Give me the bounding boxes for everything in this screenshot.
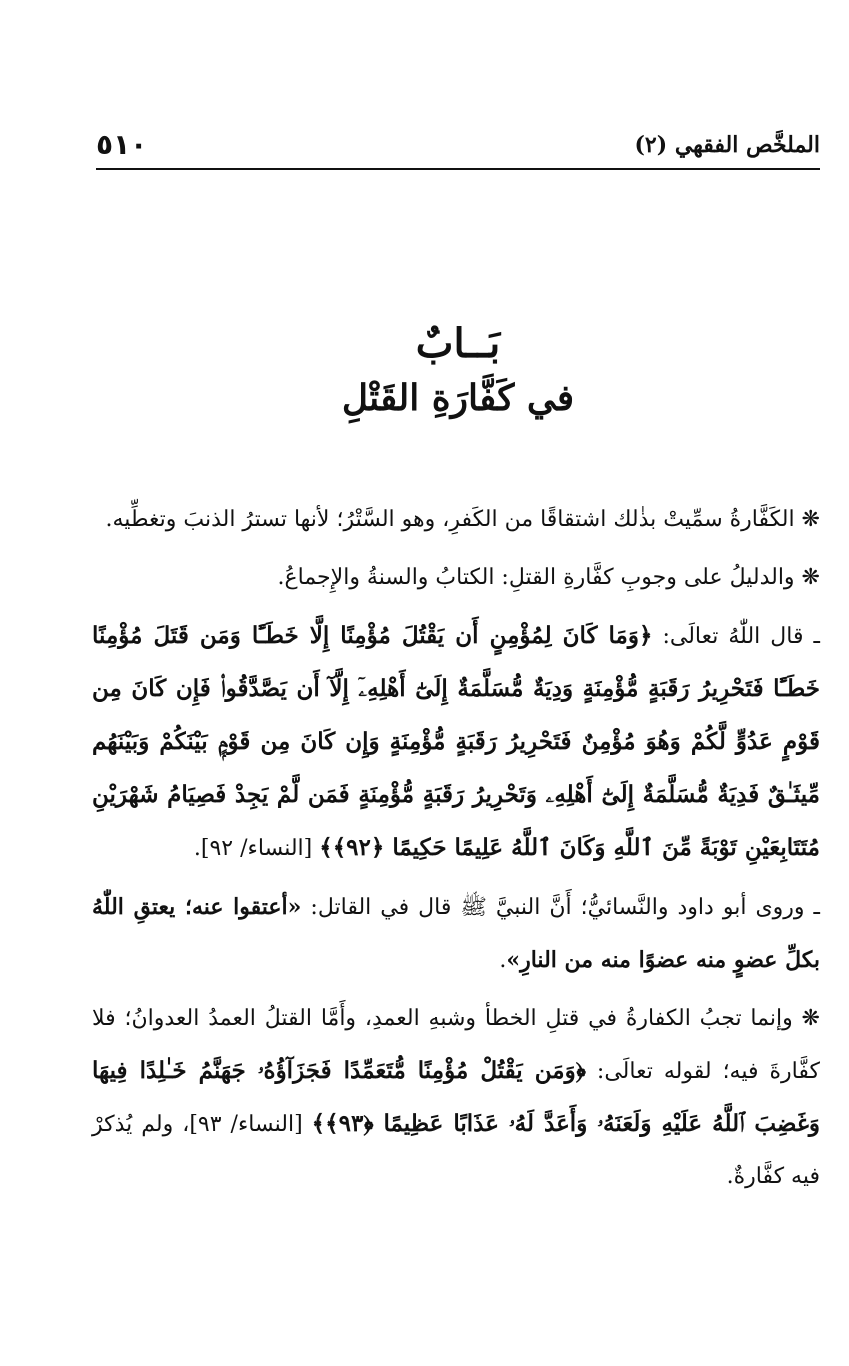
hadith-text: «أعتقوا عنه؛ يعتقِ اللّٰهُ بكلِّ عضوٍ منه عضوًا منه من النارِ»	[92, 894, 820, 973]
hadith-intro: ـ وروى أبو داود والنَّسائيُّ؛ أَنَّ النبيَّ ﷺ قال في القاتل:	[301, 895, 820, 920]
quran-verse-92: ﴿وَمَا كَانَ لِمُؤْمِنٍ أَن يَقْتُلَ مُؤْمِنًا إِلَّا خَطَـًٔا وَمَن قَتَلَ مُؤْمِنًا خَطَـًٔا فَتَحْرِيرُ رَقَبَةٍ مُّؤْمِنَةٍ وَدِيَةٌ مُّسَلَّمَةٌ إِلَىٰٓ أَهْلِهِۦٓ إِلَّآ أَن يَصَّدَّقُوا۟ فَإِن كَانَ مِن قَوْمٍ عَدُوٍّ لَّكُمْ وَهُوَ مُؤْمِنٌ فَتَحْرِيرُ رَقَبَةٍ مُّؤْمِنَةٍ وَإِن كَانَ مِن قَوْمٍۭ بَيْنَكُمْ وَبَيْنَهُم مِّيثَـٰقٌ فَدِيَةٌ مُّسَلَّمَةٌ إِلَىٰٓ أَهْلِهِۦ وَتَحْرِيرُ رَقَبَةٍ مُّؤْمِنَةٍ فَمَن لَّمْ يَجِدْ فَصِيَامُ شَهْرَيْنِ مُتَتَابِعَيْنِ تَوْبَةً مِّنَ ٱللَّهِ وَكَانَ ٱللَّهُ عَلِيمًا حَكِيمًا ﴿٩٢﴾﴾	[92, 622, 820, 861]
paragraph-quran-92	[92, 610, 820, 875]
chapter-label: بَــابٌ	[415, 320, 501, 367]
paragraph-definition: ❋ الكَفَّارةُ سمِّيتْ بذٰلك اشتقاقًا من الكَفرِ، وهو السَّتْرُ؛ لأنها تسترُ الذنبَ وتغطِّيه.	[105, 507, 820, 532]
chapter-heading	[96, 318, 820, 426]
hadith-end: .	[499, 948, 507, 973]
page-body	[92, 494, 820, 1209]
quran-verse-93: ﴿وَمَن يَقْتُلْ مُؤْمِنًا مُّتَعَمِّدًا فَجَزَآؤُهُۥ جَهَنَّمُ خَـٰلِدًا فِيهَا وَغَضِبَ ٱللَّهُ عَلَيْهِ وَلَعَنَهُۥ وَأَعَدَّ لَهُۥ عَذَابًا عَظِيمًا ﴿٩٣﴾﴾	[92, 1057, 821, 1137]
paragraph-hadith	[92, 881, 820, 987]
intentional-intro: ❋ وإنما تجبُ الكفارةُ في قتلِ الخطأ وشبهِ العمدِ، وأَمَّا القتلُ العمدُ العدوانُ؛ فلا كفَّارةَ فيه؛ لقوله تعالَى:	[92, 1006, 820, 1084]
quran-reference-92: [النساء/ ٩٢].	[193, 836, 320, 861]
paragraph-intentional-killing	[92, 993, 820, 1203]
book-title: الملخَّص الفقهي (٢)	[634, 132, 820, 158]
page-header	[96, 128, 820, 170]
page-number: ٥١٠	[96, 128, 148, 161]
quran-intro: ـ قال اللّٰهُ تعالَى:	[652, 624, 820, 649]
quran-reference-93: [النساء/ ٩٣]، ولم يُذكرْ فيه كفَّارةٌ.	[92, 1112, 820, 1189]
header-divider	[96, 168, 820, 170]
paragraph-evidence: ❋ والدليلُ على وجوبِ كفَّارةِ القتلِ: الكتابُ والسنةُ والإِجماعُ.	[277, 565, 820, 590]
chapter-title: في كَفَّارَةِ القَتْلِ	[341, 377, 575, 419]
